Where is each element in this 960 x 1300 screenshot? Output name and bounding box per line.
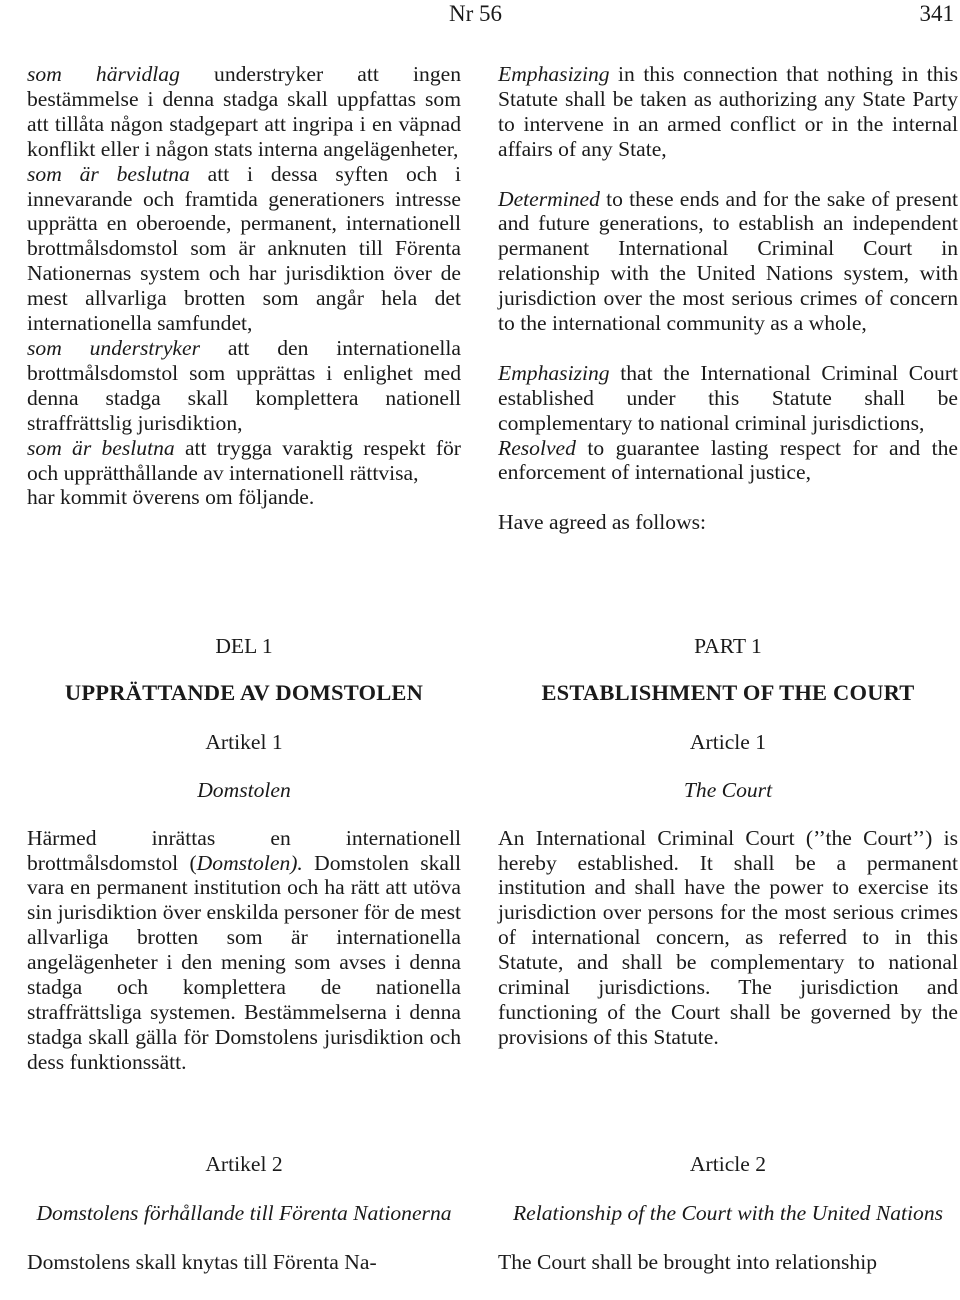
preamble-sv-text-2: att i dessa syften och i innevarande och framtida generationers intresse upprätta en oberoende, permanent, internationell brottmålsdomstol som är anknuten till Förenta Nationernas system och har jurisdiktion över de mest allvarliga brotten som angår hela det internationella samfundet, [27,161,462,336]
preamble-en-em-3: Emphasizing [498,360,610,385]
preamble-en-text-3: that the International Criminal Court established under this Statute shall be complementary to national criminal jurisdictions, [498,360,958,435]
preamble-sv-em-4: som är beslutna [27,435,175,460]
article-1-label-sv: Artikel 1 [205,729,283,754]
part-title-en: ESTABLISHMENT OF THE COURT [541,679,915,705]
article-2-label-en: Article 2 [689,1152,767,1176]
article-2-label-sv: Artikel 2 [205,1152,283,1176]
preamble-sv-para-2 [27,162,461,336]
article-1-body-en: An International Criminal Court (’’the Court’’) is hereby established. It shall be a permanent institution and shall have the power to exercise its jurisdiction over persons for the most serious crimes of international concern, as referred to in this Statute, and shall be complementary to national criminal jurisdictions. The jurisdiction and functioning of the Court shall be governed by the provisions of this Statute. [498,825,958,1049]
preamble-en-em-4: Resolved [498,435,576,460]
page-number: 341 [919,1,954,26]
part-label-en: PART 1 [694,634,762,658]
preamble-sv-para-3 [27,336,461,436]
article-1-label-en: Article 1 [689,729,767,754]
article-1-body-sv-b: Domstolen skall vara en permanent institution och ha rätt att utöva sin jurisdiktion över enskilda personer för de mest allvarliga brotten som är internationella angelägenheter i den mening som avses i denna stadga och komplettera de nationella straffrättsliga systemen. Bestämmelserna i denna stadga skall gälla för Domstolens jurisdiktion och dess funktionssätt. [27,850,461,1074]
article-2-swedish [27,1152,461,1275]
article-2-english [498,1152,958,1275]
part-title-sv: UPPRÄTTANDE AV DOMSTOLEN [64,679,424,705]
article-2-body-sv: Domstolens skall knytas till Förenta Na- [27,1249,377,1274]
preamble-en-para-3 [498,361,958,436]
preamble-sv-em-2: som är beslutna [27,161,190,186]
preamble-en-em-1: Emphasizing [498,62,610,86]
preamble-sv-para-4 [27,436,461,486]
article-1-body-sv-a: Härmed inrättas en internationell brottmålsdomstol ( [27,825,461,875]
preamble-en-text-1: in this connection that nothing in this Statute shall be taken as authorizing any State Party to intervene in an armed conflict or in the internal affairs of any State, [498,62,958,161]
issue-number: Nr 56 [449,1,503,26]
article-1-title-sv: Domstolen [197,777,291,802]
preamble-en-para-1 [498,62,958,162]
preamble-english [498,62,958,535]
preamble-en-para-5: Have agreed as follows: [498,510,707,535]
article-1-body-sv [27,826,461,1075]
article-2-body-en: The Court shall be brought into relationship [498,1249,878,1274]
article-2-title-sv: Domstolens förhållande till Förenta Nationerna [36,1200,452,1225]
article-2-title-en: Relationship of the Court with the United Nations [512,1200,944,1225]
preamble-en-em-2: Determined [498,186,600,211]
preamble-en-para-2 [498,187,958,336]
preamble-sv-em-3: som understryker [27,335,200,360]
preamble-sv-para-5: har kommit överens om följande. [27,485,315,510]
preamble-en-text-4: to guarantee lasting respect for and the enforcement of international justice, [498,435,958,485]
preamble-sv-para-1 [27,62,461,162]
preamble-sv-text-4: att trygga varaktig respekt för och upprätthållande av internationell rättvisa, [27,435,461,485]
preamble-en-para-4 [498,436,958,486]
preamble-en-text-2: to these ends and for the sake of present and future generations, to establish an independent permanent International Criminal Court in relationship with the United Nations system, with jurisdiction over the most serious crimes of concern to the international community as a whole, [498,186,958,336]
part-label-sv: DEL 1 [215,634,273,658]
preamble-sv-em-1: som härvidlag [27,62,180,86]
part-1-swedish [27,634,461,1075]
article-1-title-en: The Court [683,777,773,802]
article-1-body-sv-em: Domstolen). [196,850,303,875]
preamble-sv-text-3: att den internationella brottmålsdomstol som upprättas i enlighet med denna stadga skall komplettera nationell straffrättslig jurisdiktion, [27,335,461,435]
preamble-sv-text-1: understryker att ingen bestämmelse i denna stadga skall uppfattas som att tillåta någon stadgepart att ingripa i en väpnad konflikt eller i någon stats interna angelägenheter, [27,62,461,161]
preamble-swedish [27,62,461,510]
part-1-english [498,634,958,1050]
